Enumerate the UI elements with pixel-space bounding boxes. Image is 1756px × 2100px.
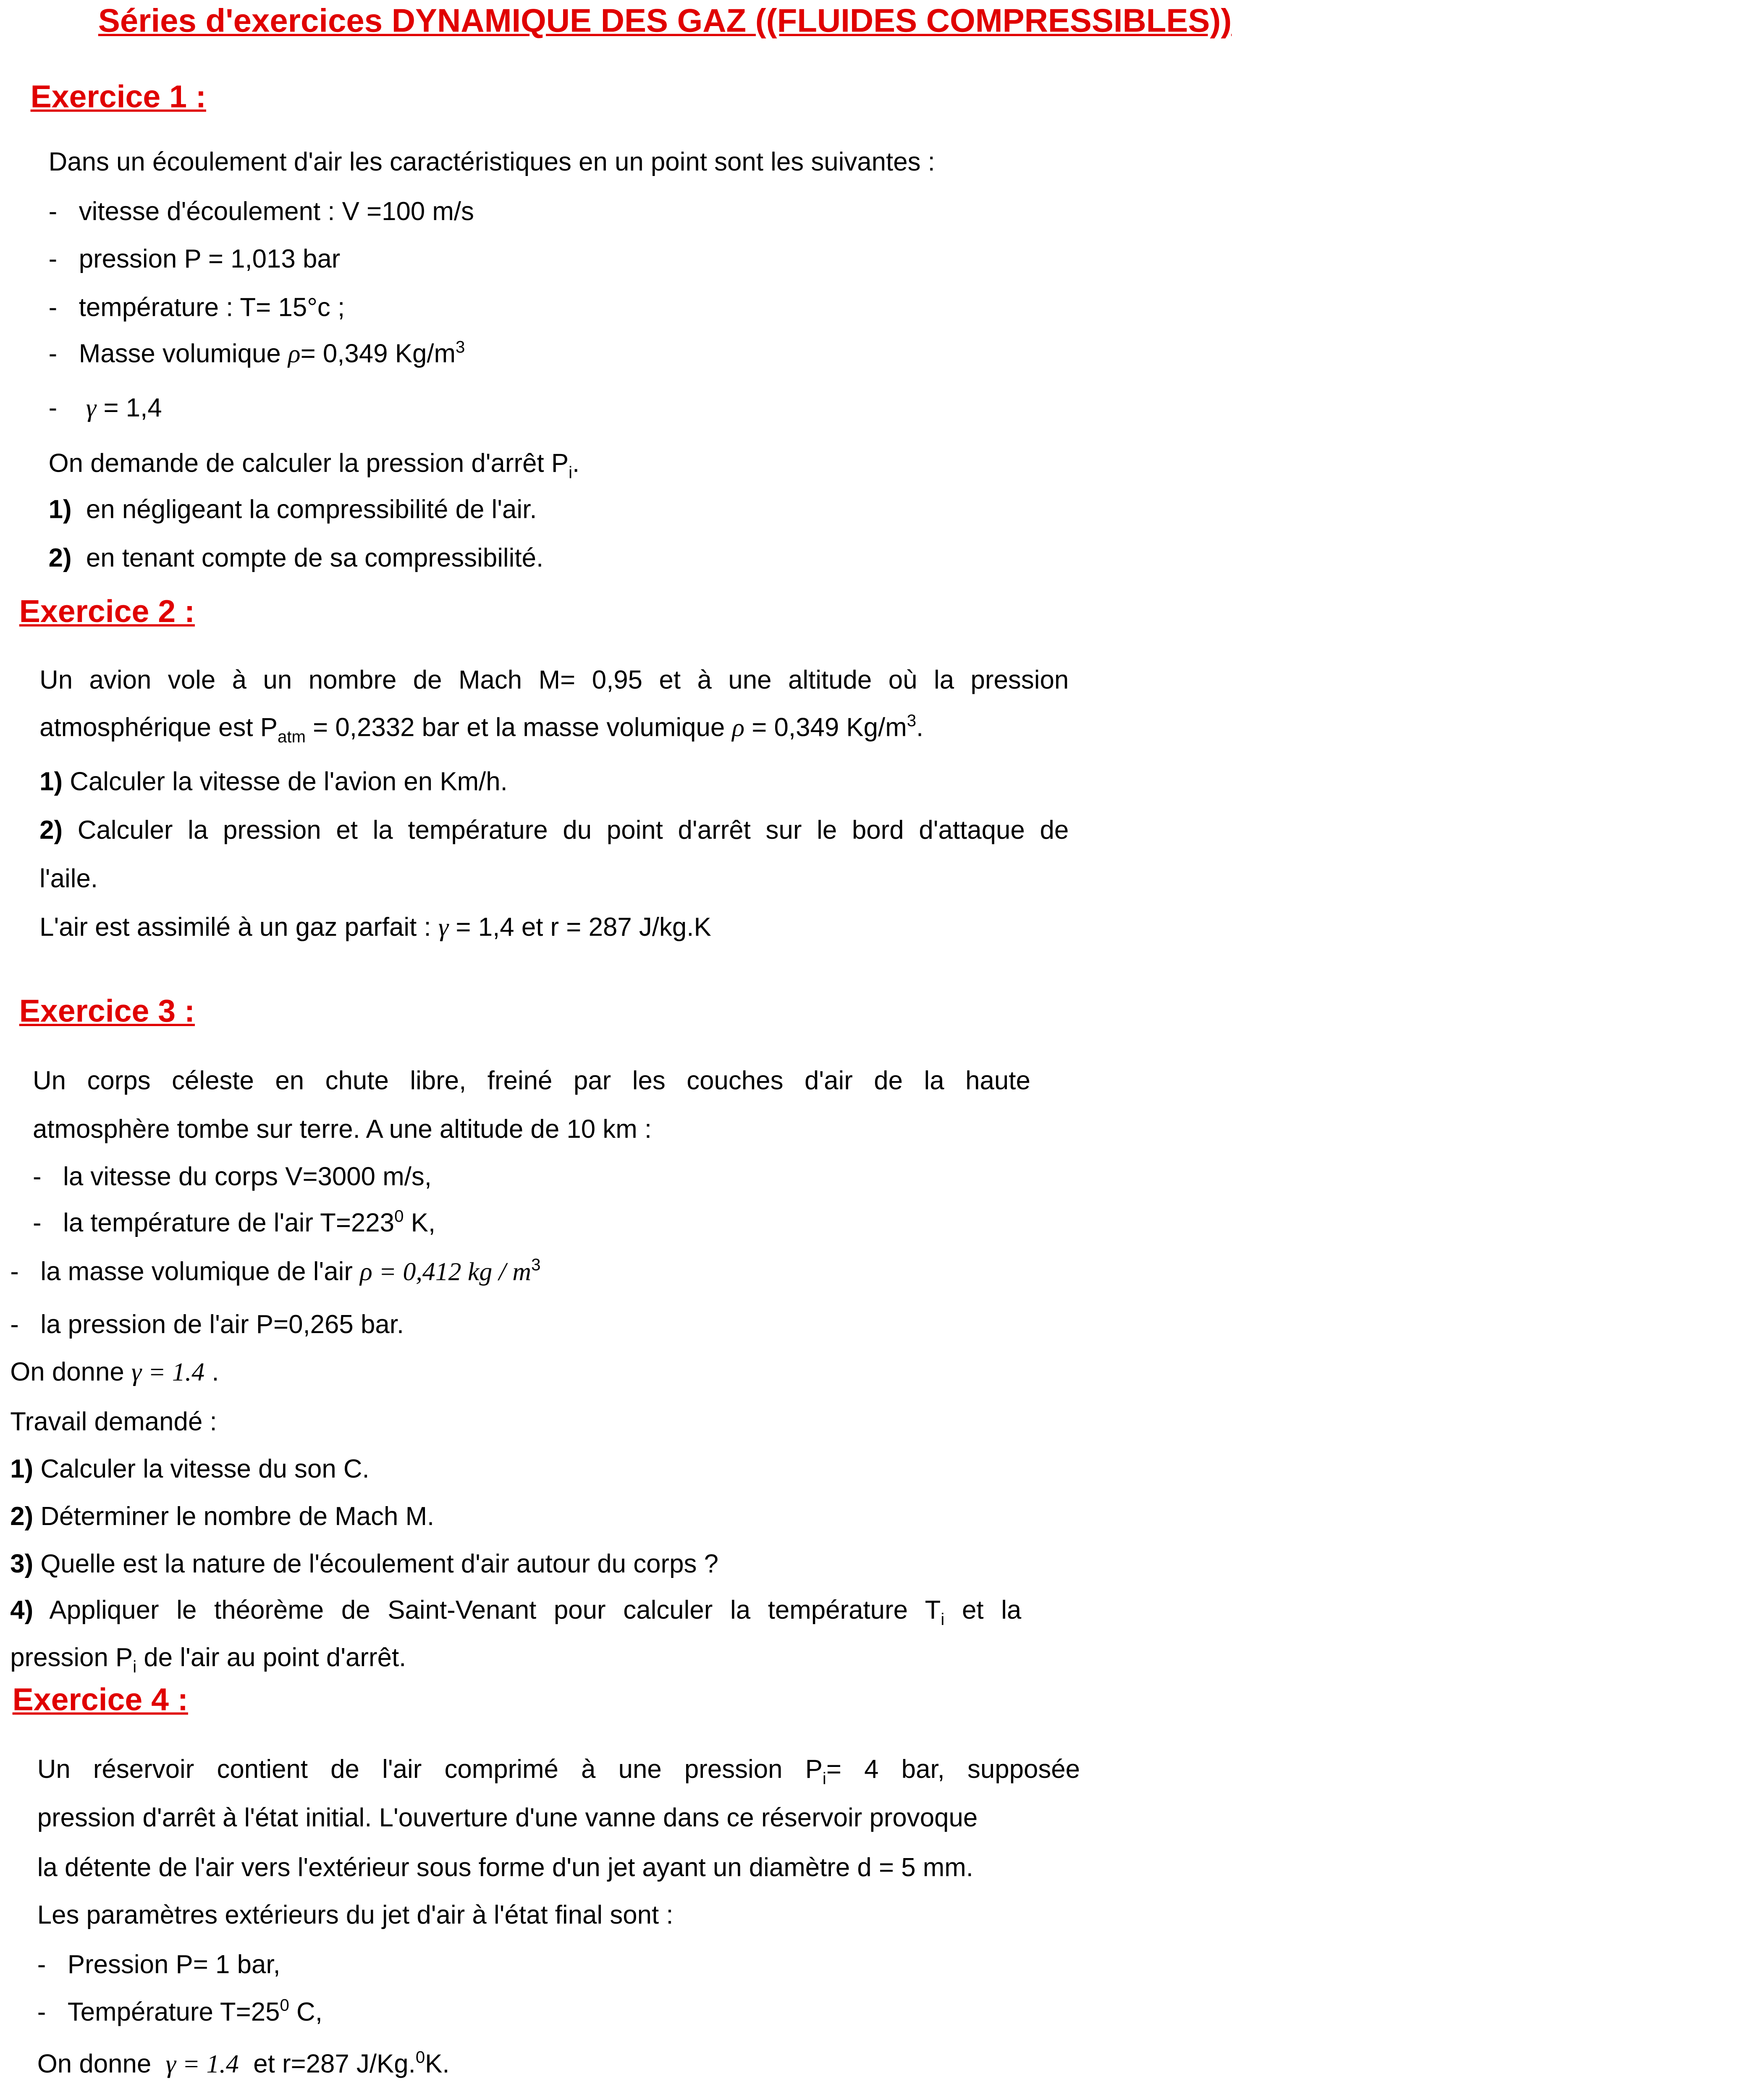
- ex2-gas-assumption: L'air est assimilé à un gaz parfait : γ = 1,4 et r = 287 J/kg.K: [39, 912, 711, 942]
- ex1-item-velocity: - vitesse d'écoulement : V =100 m/s: [48, 196, 474, 226]
- ex1-question-1: 1) en négligeant la compressibilité de l'air.: [48, 494, 537, 524]
- ex1-intro: Dans un écoulement d'air les caractéristiques en un point sont les suivantes :: [48, 147, 935, 176]
- ex2-question-1: 1) Calculer la vitesse de l'avion en Km/h.: [39, 766, 508, 796]
- ex2-question-2-line-2: l'aile.: [39, 864, 98, 893]
- ex2-question-2-line-1: 2) Calculer la pression et la température du point d'arrêt sur le bord d'attaque de: [39, 815, 1069, 845]
- ex1-item-pressure: - pression P = 1,013 bar: [48, 244, 341, 273]
- ex3-line-1: Un corps céleste en chute libre, freiné par les couches d'air de la haute: [32, 1066, 1030, 1095]
- ex3-item-velocity: - la vitesse du corps V=3000 m/s,: [32, 1161, 432, 1191]
- ex4-item-pressure: - Pression P= 1 bar,: [37, 1949, 280, 1979]
- exercise-4-heading: Exercice 4 :: [12, 1682, 188, 1717]
- ex2-line-1: Un avion vole à un nombre de Mach M= 0,95 et à une altitude où la pression: [39, 665, 1069, 694]
- exercise-2-heading: Exercice 2 :: [19, 593, 195, 629]
- ex3-question-1: 1) Calculer la vitesse du son C.: [10, 1454, 370, 1483]
- ex3-question-4-line-2: pression $P_i$ de l'air au point d'arrêt.: [10, 1642, 406, 1677]
- ex3-line-2: atmosphère tombe sur terre. A une altitude de 10 km :: [32, 1114, 652, 1144]
- ex3-travail: Travail demandé :: [10, 1406, 217, 1436]
- ex1-item-density: - Masse volumique ρ= 0,349 $Kg/m^3$: [48, 338, 465, 368]
- ex4-line-3: la détente de l'air vers l'extérieur sous forme d'un jet ayant un diamètre d = 5 mm.: [37, 1852, 973, 1882]
- ex4-line-2: pression d'arrêt à l'état initial. L'ouverture d'une vanne dans ce réservoir provoque: [37, 1803, 978, 1832]
- ex2-line-2: atmosphérique est $P_{atm} = 0,2332$ bar et la masse volumique ρ = 0,349 $Kg/m^3$.: [39, 711, 924, 747]
- ex1-question-2: 2) en tenant compte de sa compressibilité.: [48, 543, 544, 572]
- ex3-item-temperature: - la température de l'air $T=223^0$ K,: [32, 1207, 436, 1237]
- exercise-1-heading: Exercice 1 :: [30, 79, 206, 114]
- ex3-item-density: - la masse volumique de l'air ρ = 0,412 kg / $m^3$: [10, 1255, 541, 1286]
- ex4-item-temperature: - Température $T=25^0$ C,: [37, 1996, 322, 2026]
- ex1-item-gamma: - γ = 1,4: [48, 393, 162, 423]
- ex1-item-temperature: - température : T= 15°c ;: [48, 292, 345, 322]
- ex3-question-4-line-1: 4) Appliquer le théorème de Saint-Venant pour calculer la température $T_i$ et la: [10, 1595, 1022, 1630]
- ex1-ask: On demande de calculer la pression d'arrêt $P_i$.: [48, 448, 580, 483]
- ex3-question-3: 3) Quelle est la nature de l'écoulement d'air autour du corps ?: [10, 1549, 718, 1578]
- ex3-given: On donne γ = 1.4 .: [10, 1357, 219, 1386]
- exercise-3-heading: Exercice 3 :: [19, 993, 195, 1029]
- ex3-item-pressure: - la pression de l'air P=0,265 bar.: [10, 1309, 404, 1339]
- document-title: Séries d'exercices DYNAMIQUE DES GAZ ((FLUIDES COMPRESSIBLES)): [98, 3, 1232, 40]
- ex4-given: On donne γ = 1.4 et r=287 J/Kg.$^0$K.: [37, 2048, 450, 2078]
- ex4-line-4: Les paramètres extérieurs du jet d'air à l'état final sont :: [37, 1900, 674, 1929]
- ex3-question-2: 2) Déterminer le nombre de Mach M.: [10, 1501, 435, 1531]
- ex4-line-1: Un réservoir contient de l'air comprimé à une pression $P_i= 4$ bar, supposée: [37, 1754, 1080, 1789]
